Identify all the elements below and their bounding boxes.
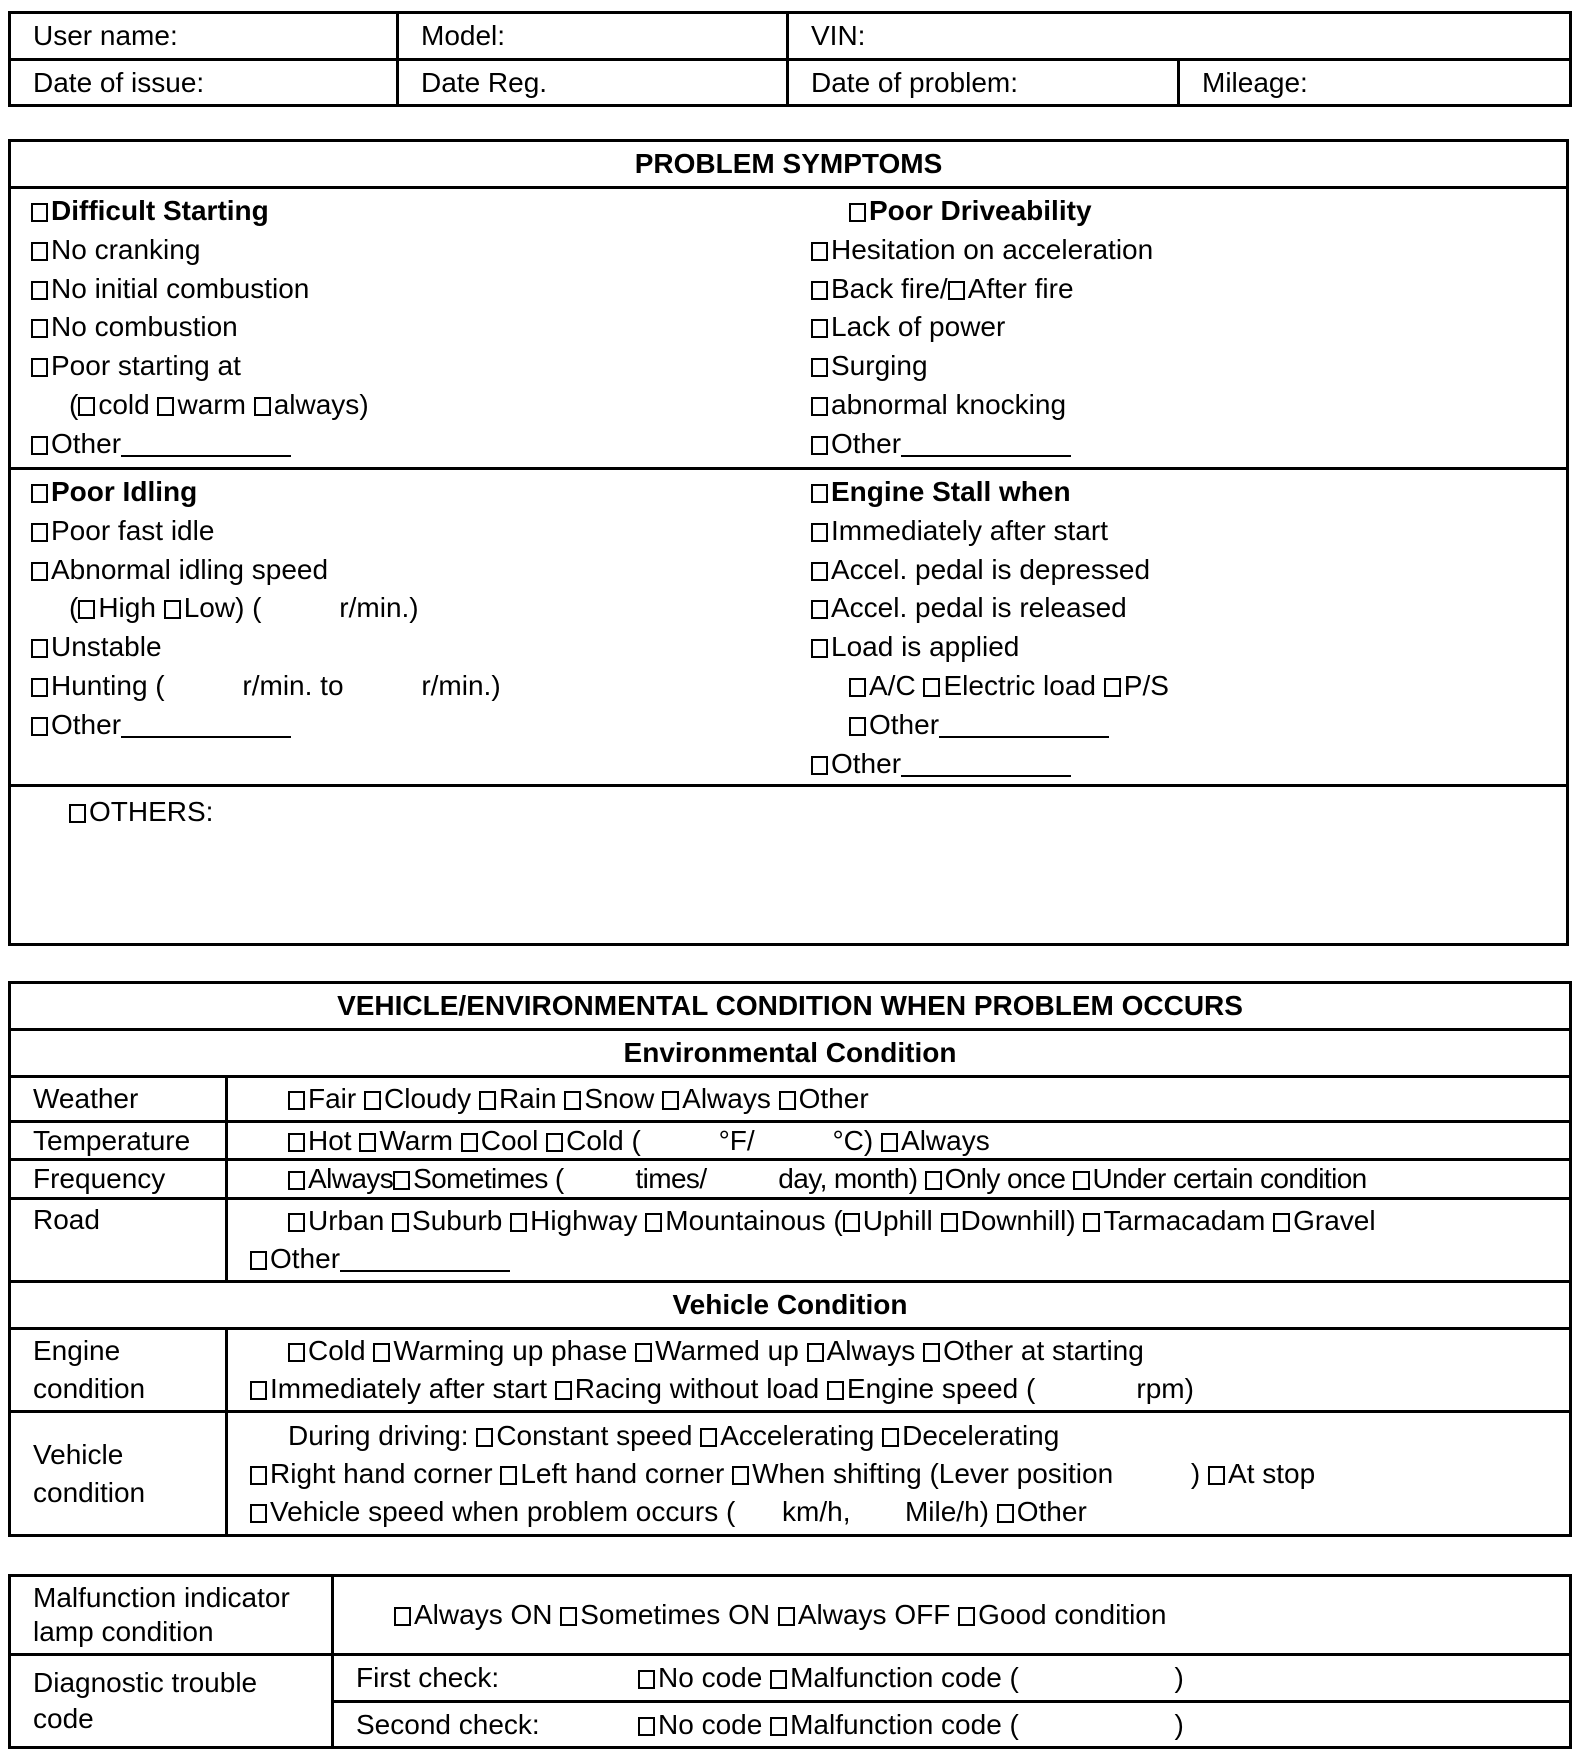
checkbox[interactable] <box>288 1343 305 1362</box>
weather-label: Weather <box>10 1077 227 1122</box>
checkbox-label: Gravel <box>1293 1205 1376 1236</box>
checkbox-label: Downhill) <box>960 1205 1084 1236</box>
checkbox-label: Poor fast idle <box>51 514 215 546</box>
checkbox[interactable] <box>31 242 48 261</box>
checkbox-label: Constant speed <box>496 1419 701 1451</box>
checkbox-label: always <box>273 388 360 420</box>
checkbox[interactable] <box>31 678 48 697</box>
checkbox[interactable] <box>638 1670 655 1689</box>
checkbox-label: Other <box>798 1083 869 1114</box>
checkbox-label: Other <box>1016 1495 1087 1527</box>
checkbox[interactable] <box>250 1504 267 1523</box>
checkbox-label: At stop <box>1228 1457 1316 1489</box>
checkbox-label: Always <box>308 1163 394 1194</box>
checkbox[interactable] <box>925 1171 942 1190</box>
checkbox[interactable] <box>78 600 95 619</box>
vehicle-condition-label: Vehicle condition <box>10 1412 227 1536</box>
checkbox[interactable] <box>31 717 48 736</box>
option-line <box>811 473 1169 512</box>
checkbox[interactable] <box>288 1213 305 1232</box>
checkbox-label: Rain <box>498 1083 565 1114</box>
option-line <box>250 1163 1569 1195</box>
checkbox-label: Accelerating <box>720 1419 883 1451</box>
checkbox-label: Load is applied <box>831 631 1020 663</box>
checkbox-label: Warm <box>379 1124 461 1156</box>
checkbox-label: Other <box>831 747 902 779</box>
checkbox-label: Warming up phase <box>393 1335 636 1366</box>
second-check-options <box>600 1709 1184 1740</box>
date-of-issue-field[interactable]: Date of issue: <box>10 60 398 106</box>
temperature-options <box>227 1122 1571 1160</box>
checkbox[interactable] <box>770 1717 787 1736</box>
mil-label: Malfunction indicator lamp condition <box>10 1576 333 1655</box>
checkbox-label: Left hand corner <box>520 1457 733 1489</box>
option-line <box>31 231 369 270</box>
frequency-options <box>227 1160 1571 1199</box>
engine-stall-group <box>811 473 1169 783</box>
checkbox-label: After fire <box>967 272 1074 304</box>
option-line <box>600 1709 1184 1740</box>
blank-fill-line[interactable] <box>901 751 1071 777</box>
frequency-label: Frequency <box>10 1160 227 1199</box>
checkbox[interactable] <box>164 600 181 619</box>
temperature-label: Temperature <box>10 1122 227 1160</box>
environmental-condition-title: Environmental Condition <box>10 1030 1571 1077</box>
conditions-title: VEHICLE/ENVIRONMENTAL CONDITION WHEN PROBLEM OCCURS <box>10 983 1571 1030</box>
checkbox[interactable] <box>359 1133 376 1152</box>
option-line <box>31 551 501 590</box>
checkbox[interactable] <box>779 1091 796 1110</box>
checkbox-label: Cool <box>480 1124 547 1156</box>
checkbox[interactable] <box>827 1381 844 1400</box>
checkbox[interactable] <box>288 1091 305 1110</box>
checkbox[interactable] <box>78 397 95 416</box>
road-label: Road <box>10 1199 227 1282</box>
option-line <box>811 667 1169 706</box>
first-check-options <box>600 1662 1184 1693</box>
option-line <box>250 1202 1569 1240</box>
checkbox[interactable] <box>811 281 828 300</box>
option-line <box>31 473 501 512</box>
date-reg-field[interactable]: Date Reg. <box>398 60 788 106</box>
checkbox-label: Hot <box>308 1124 360 1156</box>
option-line <box>600 1662 1184 1693</box>
checkbox-label: Abnormal idling speed <box>51 553 329 585</box>
checkbox-label: Highway <box>530 1205 646 1236</box>
checkbox-label: When shifting (Lever position ) <box>752 1457 1209 1489</box>
checkbox[interactable] <box>31 639 48 658</box>
option-line <box>31 706 501 745</box>
checkbox-label: Cold <box>308 1335 374 1366</box>
checkbox[interactable] <box>1208 1466 1225 1485</box>
option-line <box>31 308 369 347</box>
checkbox[interactable] <box>479 1091 496 1110</box>
conditions-table <box>8 981 1572 1537</box>
divider <box>11 467 1566 470</box>
user-name-field[interactable]: User name: <box>10 13 398 60</box>
checkbox[interactable] <box>373 1343 390 1362</box>
model-field[interactable]: Model: <box>398 13 788 60</box>
checkbox-label: Immediately after start <box>831 514 1108 546</box>
checkbox[interactable] <box>560 1607 577 1626</box>
checkbox-label: Malfunction code ( ) <box>790 1708 1184 1740</box>
checkbox-label: No initial combustion <box>51 272 310 304</box>
option-line <box>811 628 1169 667</box>
checkbox[interactable] <box>31 203 48 222</box>
option-line <box>811 192 1153 231</box>
checkbox-label: Fair <box>308 1083 364 1114</box>
checkbox-label: Suburb <box>412 1205 511 1236</box>
checkbox-label: Unstable <box>51 631 162 663</box>
checkbox-label: Other <box>51 708 122 740</box>
checkbox[interactable] <box>555 1381 572 1400</box>
checkbox[interactable] <box>811 600 828 619</box>
option-line <box>31 192 369 231</box>
checkbox[interactable] <box>811 639 828 658</box>
option-line <box>31 512 501 551</box>
checkbox[interactable] <box>843 1213 860 1232</box>
option-line <box>811 512 1169 551</box>
checkbox-label: Always OFF <box>797 1599 959 1630</box>
blank-fill-line[interactable] <box>121 712 291 738</box>
checkbox[interactable] <box>811 756 828 775</box>
option-line <box>811 706 1169 745</box>
checkbox-label: No code <box>658 1708 771 1740</box>
dtc-label: Diagnostic trouble code <box>10 1655 333 1748</box>
checkbox-label: Accel. pedal is released <box>831 592 1127 624</box>
vehicle-condition-options <box>227 1412 1571 1536</box>
checkbox[interactable] <box>811 484 828 503</box>
checkbox-label: Hunting ( r/min. to r/min.) <box>51 669 501 701</box>
checkbox[interactable] <box>941 1213 958 1232</box>
checkbox[interactable] <box>31 436 48 455</box>
checkbox[interactable] <box>394 1607 411 1626</box>
checkbox[interactable] <box>31 358 48 377</box>
checkbox-label: Uphill <box>862 1205 941 1236</box>
checkbox-label: Difficult Starting <box>51 195 269 226</box>
problem-symptoms-section <box>8 139 1569 946</box>
checkbox-label: Decelerating <box>902 1419 1060 1451</box>
checkbox[interactable] <box>778 1607 795 1626</box>
checkbox[interactable] <box>69 804 86 823</box>
checkbox-label: Always ON <box>414 1599 561 1630</box>
checkbox-label: Engine Stall when <box>831 476 1071 507</box>
road-options <box>227 1199 1571 1282</box>
checkbox[interactable] <box>393 1171 410 1190</box>
checkbox[interactable] <box>811 562 828 581</box>
checkbox-label: P/S <box>1123 669 1169 701</box>
option-line <box>811 308 1153 347</box>
option-line <box>31 628 501 667</box>
option-line <box>250 1332 1569 1370</box>
option-line <box>250 1370 1569 1408</box>
option-line <box>811 425 1153 464</box>
checkbox[interactable] <box>849 717 866 736</box>
checkbox[interactable] <box>510 1213 527 1232</box>
checkbox-label: Other <box>51 427 122 459</box>
divider <box>11 784 1566 787</box>
text: During driving: <box>288 1419 477 1451</box>
checkbox-label: Always <box>682 1083 779 1114</box>
checkbox[interactable] <box>31 562 48 581</box>
checkbox-label: A/C <box>869 669 924 701</box>
checkbox-label: cold <box>98 388 158 420</box>
weather-options <box>227 1077 1571 1122</box>
checkbox-label: warm <box>177 388 254 420</box>
checkbox[interactable] <box>923 1343 940 1362</box>
checkbox-label: Lack of power <box>831 311 1006 343</box>
vehicle-condition-title: Vehicle Condition <box>10 1282 1571 1329</box>
option-line <box>250 1455 1569 1493</box>
problem-symptoms-title: PROBLEM SYMPTOMS <box>634 148 943 179</box>
others-group <box>31 793 213 832</box>
checkbox[interactable] <box>31 281 48 300</box>
difficult-starting-group <box>31 192 369 464</box>
second-check-label: Second check: <box>356 1708 540 1740</box>
checkbox[interactable] <box>392 1213 409 1232</box>
checkbox[interactable] <box>700 1428 717 1447</box>
text: ) <box>359 388 369 420</box>
checkbox[interactable] <box>811 436 828 455</box>
checkbox-label: Engine speed ( rpm) <box>846 1373 1194 1404</box>
checkbox[interactable] <box>157 397 174 416</box>
checkbox-label: Other <box>270 1243 341 1274</box>
checkbox[interactable] <box>546 1133 563 1152</box>
checkbox[interactable] <box>638 1717 655 1736</box>
mil-options <box>333 1576 1571 1655</box>
checkbox-label: Other <box>869 708 940 740</box>
option-line <box>31 589 501 628</box>
checkbox-label: Warmed up <box>655 1335 807 1366</box>
text: ( <box>69 388 79 420</box>
checkbox[interactable] <box>250 1466 267 1485</box>
checkbox-label: Back fire/ <box>831 272 948 304</box>
checkbox-label: High <box>98 592 164 624</box>
checkbox[interactable] <box>500 1466 517 1485</box>
checkbox[interactable] <box>476 1428 493 1447</box>
checkbox-label: Vehicle speed when problem occurs ( km/h, Mile/h) <box>270 1495 997 1527</box>
checkbox[interactable] <box>31 484 48 503</box>
diagnosis-table <box>8 1574 1572 1749</box>
option-line <box>31 270 369 309</box>
engine-condition-options <box>227 1329 1571 1412</box>
checkbox[interactable] <box>923 678 940 697</box>
text: ( <box>69 592 79 624</box>
checkbox[interactable] <box>364 1091 381 1110</box>
option-line <box>250 1240 1569 1278</box>
blank-fill-line[interactable] <box>939 712 1109 738</box>
checkbox-label: Under certain condition <box>1092 1163 1367 1194</box>
checkbox[interactable] <box>811 319 828 338</box>
checkbox-label: Mountainous ( <box>665 1205 843 1236</box>
checkbox-label: Cloudy <box>384 1083 479 1114</box>
checkbox-label: Racing without load <box>574 1373 827 1404</box>
option-line <box>356 1599 1569 1631</box>
checkbox[interactable] <box>881 1133 898 1152</box>
option-line <box>811 386 1153 425</box>
checkbox-label: Tarmacadam <box>1103 1205 1274 1236</box>
checkbox-label: Poor Idling <box>51 476 198 507</box>
option-line <box>250 1125 1569 1157</box>
option-line <box>250 1417 1569 1455</box>
checkbox[interactable] <box>958 1607 975 1626</box>
option-line <box>811 270 1153 309</box>
checkbox[interactable] <box>288 1133 305 1152</box>
divider <box>11 186 1566 189</box>
checkbox[interactable] <box>1104 678 1121 697</box>
option-line <box>811 551 1169 590</box>
checkbox[interactable] <box>811 397 828 416</box>
checkbox-label: abnormal knocking <box>831 388 1067 420</box>
checkbox[interactable] <box>849 203 866 222</box>
checkbox[interactable] <box>1073 1171 1090 1190</box>
option-line <box>811 589 1169 628</box>
checkbox-label: Malfunction code ( ) <box>790 1662 1184 1693</box>
checkbox[interactable] <box>461 1133 478 1152</box>
option-line <box>31 386 369 425</box>
checkbox[interactable] <box>811 242 828 261</box>
checkbox-label: Other <box>831 427 902 459</box>
checkbox-label: Only once <box>944 1163 1073 1194</box>
option-line <box>31 425 369 464</box>
checkbox[interactable] <box>31 319 48 338</box>
engine-condition-label: Engine condition <box>10 1329 227 1412</box>
checkbox[interactable] <box>250 1381 267 1400</box>
checkbox[interactable] <box>882 1428 899 1447</box>
checkbox[interactable] <box>849 678 866 697</box>
option-line <box>811 347 1153 386</box>
checkbox[interactable] <box>288 1171 305 1190</box>
checkbox-label: Sometimes ( times/ day, month) <box>413 1163 925 1194</box>
checkbox[interactable] <box>811 523 828 542</box>
checkbox-label: Immediately after start <box>270 1373 555 1404</box>
vehicle-info-table <box>8 11 1572 107</box>
checkbox[interactable] <box>770 1670 787 1689</box>
checkbox[interactable] <box>635 1343 652 1362</box>
checkbox-label: OTHERS: <box>89 796 214 827</box>
checkbox-label: Always <box>826 1335 924 1366</box>
option-line <box>811 231 1153 270</box>
option-line <box>250 1083 1569 1115</box>
date-of-problem-field[interactable]: Date of problem: <box>788 60 1179 106</box>
checkbox[interactable] <box>250 1251 267 1270</box>
option-line <box>250 1493 1569 1531</box>
checkbox-label: Other at starting <box>943 1335 1144 1366</box>
poor-idling-group <box>31 473 501 745</box>
checkbox-label: No cranking <box>51 233 201 265</box>
option-line <box>31 793 213 832</box>
checkbox[interactable] <box>1083 1213 1100 1232</box>
checkbox-label: Always <box>901 1124 990 1156</box>
checkbox[interactable] <box>254 397 271 416</box>
blank-fill-line[interactable] <box>121 431 291 457</box>
checkbox[interactable] <box>564 1091 581 1110</box>
first-check-label: First check: <box>356 1662 500 1693</box>
blank-fill-line[interactable] <box>901 431 1071 457</box>
checkbox[interactable] <box>811 358 828 377</box>
checkbox-label: Snow <box>584 1083 663 1114</box>
checkbox[interactable] <box>997 1504 1014 1523</box>
checkbox-label: Electric load <box>943 669 1104 701</box>
checkbox-label: No code <box>658 1662 771 1693</box>
checkbox-label: Good condition <box>978 1599 1167 1630</box>
vin-field[interactable]: VIN: <box>788 13 1571 60</box>
checkbox-label: Right hand corner <box>270 1457 501 1489</box>
option-line <box>31 667 501 706</box>
checkbox-label: Poor starting at <box>51 350 241 382</box>
checkbox[interactable] <box>807 1343 824 1362</box>
checkbox-label: Low <box>183 592 236 624</box>
checkbox-label: Hesitation on acceleration <box>831 233 1154 265</box>
mileage-field[interactable]: Mileage: <box>1179 60 1571 106</box>
checkbox[interactable] <box>948 281 965 300</box>
checkbox-label: Accel. pedal is depressed <box>831 553 1151 585</box>
checkbox[interactable] <box>732 1466 749 1485</box>
checkbox[interactable] <box>645 1213 662 1232</box>
option-line <box>31 347 369 386</box>
checkbox[interactable] <box>31 523 48 542</box>
checkbox-label: Surging <box>831 350 928 382</box>
checkbox-label: Cold ( °F/ °C) <box>566 1124 882 1156</box>
text: ) ( r/min.) <box>235 592 419 624</box>
checkbox-label: Poor Driveability <box>869 195 1092 226</box>
checkbox-label: No combustion <box>51 311 238 343</box>
checkbox-label: Urban <box>308 1205 393 1236</box>
option-line <box>811 745 1169 784</box>
checkbox[interactable] <box>1273 1213 1290 1232</box>
checkbox[interactable] <box>662 1091 679 1110</box>
checkbox-label: Sometimes ON <box>580 1599 778 1630</box>
poor-driveability-group <box>811 192 1153 464</box>
blank-fill-line[interactable] <box>340 1246 510 1272</box>
